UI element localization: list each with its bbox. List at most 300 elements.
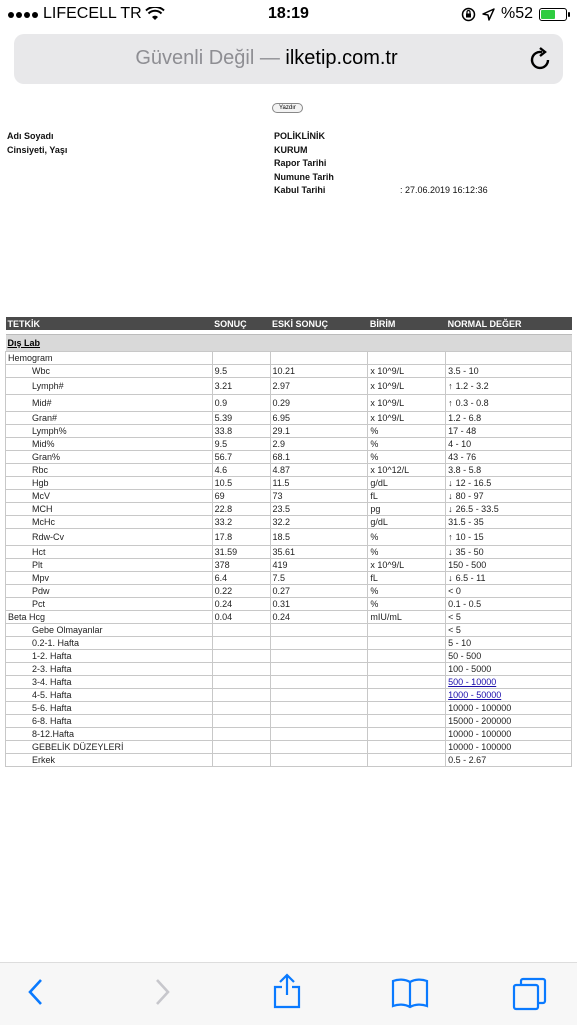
forward-icon[interactable] [152,977,172,1007]
cell-eski-sonuc [270,689,368,702]
cell-sonuc [212,702,270,715]
cell-sonuc [212,425,270,438]
cell-normal-deger-text: 31.5 - 35 [448,517,484,527]
cell-birim-text: fL [370,573,378,583]
cell-sonuc-text: 9.5 [214,439,228,449]
not-secure-label: Güvenli Değil [135,47,255,69]
cell-tetkik [6,585,213,598]
cell-sonuc [212,728,270,741]
cell-sonuc [212,516,270,529]
cell-sonuc-text: 10.5 [214,478,233,488]
table-row [6,546,572,559]
cell-eski-sonuc-text: 419 [272,560,288,570]
table-row [6,529,572,546]
cell-eski-sonuc [270,395,368,412]
cell-birim-text: % [370,452,379,462]
cell-tetkik [6,624,213,637]
cell-birim-text: % [370,547,379,557]
table-row [6,412,572,425]
status-bar [0,0,577,28]
cell-birim-text: x 10^9/L [370,381,405,391]
cell-tetkik [6,663,213,676]
cell-sonuc [212,676,270,689]
table-row [6,715,572,728]
cell-sonuc-text: 3.21 [214,381,233,391]
arrow-up-icon: ↑ [448,532,453,542]
cell-normal-deger [446,477,572,490]
back-icon[interactable] [26,977,46,1007]
cell-birim-text: % [370,599,379,609]
cell-tetkik [6,650,213,663]
cell-birim [368,728,446,741]
cell-birim [368,529,446,546]
cell-tetkik [6,559,213,572]
cell-birim-text: x 10^9/L [370,366,405,376]
cell-sonuc [212,754,270,767]
cell-tetkik-text: Erkek [32,755,56,765]
cell-normal-deger [446,676,572,689]
cell-tetkik [6,412,213,425]
status-right [461,5,567,23]
table-row [6,464,572,477]
cell-normal-deger [446,490,572,503]
cell-eski-sonuc [270,412,368,425]
table-row [6,425,572,438]
cell-tetkik [6,754,213,767]
cell-birim [368,663,446,676]
cell-tetkik [6,637,213,650]
cell-tetkik-text: Lymph# [32,381,64,391]
cell-eski-sonuc-text: 0.24 [272,612,291,622]
cell-normal-deger-text: 10000 - 100000 [448,703,512,713]
cell-normal-deger-text: 4 - 10 [448,439,472,449]
table-row [6,754,572,767]
cell-birim [368,425,446,438]
cell-eski-sonuc [270,438,368,451]
cell-eski-sonuc [270,352,368,365]
cell-tetkik [6,464,213,477]
table-row [6,451,572,464]
table-row [6,663,572,676]
table-row [6,689,572,702]
cell-birim-text: x 10^12/L [370,465,410,475]
cell-normal-deger-text: 5 - 10 [448,638,472,648]
table-row [6,490,572,503]
cell-normal-deger [446,412,572,425]
cell-normal-deger-text: 10000 - 100000 [448,729,512,739]
cell-birim [368,637,446,650]
cell-tetkik-text: Mid# [32,398,52,408]
table-header [6,317,572,330]
cell-sonuc-text: 22.8 [214,504,233,514]
cell-normal-deger [446,741,572,754]
cell-birim [368,689,446,702]
cell-normal-deger-text: 100 - 5000 [448,664,492,674]
cell-sonuc [212,689,270,702]
cell-birim-text: % [370,439,379,449]
cell-sonuc-text: 33.2 [214,517,233,527]
bookmarks-icon[interactable] [391,977,429,1009]
cell-sonuc-text: 6.4 [214,573,228,583]
cell-sonuc [212,546,270,559]
cell-normal-deger [446,663,572,676]
cell-sonuc [212,464,270,477]
cell-normal-deger-text: 17 - 48 [448,426,477,436]
cell-birim [368,624,446,637]
cell-normal-deger-text: 35 - 50 [455,547,484,557]
cell-sonuc-text: 378 [214,560,230,570]
cell-sonuc [212,529,270,546]
table-row [6,559,572,572]
arrow-down-icon: ↓ [448,478,453,488]
header-eski-sonuc: ESKİ SONUÇ [270,317,368,330]
cell-tetkik-text: Plt [32,560,43,570]
cell-sonuc [212,611,270,624]
web-content [0,96,577,960]
cell-tetkik [6,365,213,378]
cell-tetkik-text: Wbc [32,366,50,376]
cell-sonuc-text: 31.59 [214,547,238,557]
cell-eski-sonuc-text: 10.21 [272,366,296,376]
cell-eski-sonuc-text: 68.1 [272,452,291,462]
cell-birim-text: pg [370,504,381,514]
header-birim: BİRİM [368,317,446,330]
section-link[interactable]: Dış Lab [7,338,41,348]
cell-tetkik [6,546,213,559]
cell-sonuc [212,650,270,663]
cell-birim-text: % [370,426,379,436]
cell-normal-deger-text: 26.5 - 33.5 [455,504,499,514]
cell-normal-deger [446,529,572,546]
cell-eski-sonuc-text: 0.31 [272,599,291,609]
cell-tetkik [6,451,213,464]
arrow-up-icon: ↑ [448,398,453,408]
header-normal-deger: NORMAL DEĞER [446,317,572,330]
url-text [14,47,519,70]
cell-sonuc [212,663,270,676]
cell-normal-deger [446,365,572,378]
clock: 18:19 [268,5,309,22]
cell-tetkik [6,702,213,715]
cell-birim [368,503,446,516]
cell-birim [368,559,446,572]
cell-birim [368,365,446,378]
numune-tarih-label: Numune Tarih [274,172,334,182]
arrow-down-icon: ↓ [448,547,453,557]
cell-eski-sonuc [270,451,368,464]
section-row [6,335,572,352]
url-separator: — [259,47,280,69]
cell-normal-deger [446,438,572,451]
cell-tetkik [6,598,213,611]
cell-normal-deger [446,559,572,572]
cell-sonuc-text: 56.7 [214,452,233,462]
cell-eski-sonuc [270,378,368,395]
cell-normal-deger-text: 3.5 - 10 [448,366,479,376]
cell-tetkik-text: McV [32,491,50,501]
cell-eski-sonuc [270,546,368,559]
cell-sonuc-text: 5.39 [214,413,233,423]
cell-sonuc [212,715,270,728]
table-row [6,637,572,650]
cell-normal-deger [446,650,572,663]
cell-eski-sonuc [270,464,368,477]
print-button[interactable]: Yazdır [272,103,303,113]
cell-tetkik [6,572,213,585]
cell-tetkik-text: Gran% [32,452,61,462]
arrow-down-icon: ↓ [448,491,453,501]
cell-eski-sonuc [270,425,368,438]
address-bar[interactable] [14,34,563,84]
cell-sonuc [212,412,270,425]
cell-eski-sonuc-text: 23.5 [272,504,291,514]
reload-icon[interactable] [529,46,553,72]
cell-tetkik-text: Mid% [32,439,55,449]
cell-eski-sonuc-text: 73 [272,491,283,501]
cell-tetkik-text: Pct [32,599,46,609]
cell-birim [368,741,446,754]
cell-eski-sonuc [270,490,368,503]
cell-eski-sonuc [270,728,368,741]
cell-normal-deger-text: 0.1 - 0.5 [448,599,482,609]
cell-normal-deger-text: 10000 - 100000 [448,742,512,752]
cell-normal-deger-text: 50 - 500 [448,651,482,661]
cell-birim [368,395,446,412]
header-tetkik: TETKİK [6,317,213,330]
cell-birim-text: g/dL [370,517,388,527]
cell-eski-sonuc [270,477,368,490]
cell-eski-sonuc [270,702,368,715]
cell-eski-sonuc [270,663,368,676]
table-row [6,650,572,663]
cell-tetkik-text: Pdw [32,586,50,596]
cell-birim [368,490,446,503]
table-row [6,352,572,365]
table-row [6,365,572,378]
cell-normal-deger [446,598,572,611]
cell-sonuc-text: 9.5 [214,366,228,376]
cell-normal-deger [446,689,572,702]
cell-tetkik-text: Hemogram [8,353,53,363]
cell-normal-deger-text: 12 - 16.5 [455,478,492,488]
cell-sonuc [212,477,270,490]
cell-birim [368,378,446,395]
cell-tetkik [6,395,213,412]
cell-birim [368,516,446,529]
cell-normal-deger-text: 6.5 - 11 [455,573,486,583]
cell-birim [368,676,446,689]
cell-birim [368,572,446,585]
cell-normal-deger [446,516,572,529]
cell-normal-deger [446,611,572,624]
table-row [6,477,572,490]
cell-normal-deger [446,702,572,715]
cell-birim [368,451,446,464]
cell-birim [368,754,446,767]
cell-normal-deger-text: < 0 [448,586,461,596]
cell-tetkik [6,503,213,516]
cell-birim [368,715,446,728]
table-row [6,395,572,412]
patient-name-label: Adı Soyadı [7,131,54,141]
cell-normal-deger [446,546,572,559]
cell-sonuc [212,503,270,516]
cell-eski-sonuc [270,585,368,598]
share-icon[interactable] [272,973,302,1009]
cell-tetkik [6,611,213,624]
cell-tetkik-text: GEBELİK DÜZEYLERİ [32,742,124,752]
cell-normal-deger-text: 1.2 - 6.8 [448,413,482,423]
cell-normal-deger [446,715,572,728]
cell-normal-deger [446,503,572,516]
cell-tetkik-text: 2-3. Hafta [32,664,72,674]
cell-tetkik [6,438,213,451]
cell-eski-sonuc-text: 35.61 [272,547,296,557]
cell-tetkik-text: 5-6. Hafta [32,703,72,713]
table-row [6,598,572,611]
cell-eski-sonuc-text: 18.5 [272,532,291,542]
battery-percent: %52 [500,5,533,22]
cell-eski-sonuc-text: 32.2 [272,517,291,527]
cell-tetkik-text: Gran# [32,413,58,423]
cell-normal-deger [446,624,572,637]
cell-eski-sonuc [270,559,368,572]
cell-eski-sonuc-text: 11.5 [272,478,290,488]
cell-eski-sonuc-text: 6.95 [272,413,291,423]
cell-tetkik [6,352,213,365]
cell-tetkik-text: Rdw-Cv [32,532,65,542]
arrow-down-icon: ↓ [448,573,453,583]
cell-tetkik-text: MCH [32,504,53,514]
cell-normal-deger [446,451,572,464]
cell-sonuc [212,741,270,754]
location-icon [482,8,495,21]
cell-birim-text: g/dL [370,478,388,488]
cell-tetkik [6,516,213,529]
cell-sonuc-text: 69 [214,491,225,501]
cell-tetkik [6,425,213,438]
arrow-down-icon: ↓ [448,504,453,514]
cell-birim-text: x 10^9/L [370,413,405,423]
table-row [6,503,572,516]
cell-normal-deger-text[interactable]: 1000 - 50000 [448,690,502,700]
cell-normal-deger-text: 0.3 - 0.8 [455,398,489,408]
cell-birim [368,477,446,490]
kabul-tarihi-label: Kabul Tarihi [274,185,326,195]
cell-eski-sonuc [270,741,368,754]
cell-eski-sonuc [270,650,368,663]
cell-sonuc [212,438,270,451]
cell-tetkik-text: Rbc [32,465,49,475]
cell-birim [368,412,446,425]
cell-tetkik-text: Hct [32,547,46,557]
carrier-name: LIFECELL TR [43,5,142,22]
cell-normal-deger [446,464,572,477]
table-row [6,728,572,741]
cell-birim [368,352,446,365]
domain-label: ilketip.com.tr [285,47,398,69]
cell-sonuc [212,352,270,365]
tabs-icon[interactable] [512,977,548,1011]
cell-eski-sonuc [270,365,368,378]
cell-eski-sonuc [270,611,368,624]
cell-birim [368,438,446,451]
cell-normal-deger-text: 10 - 15 [455,532,484,542]
table-row [6,585,572,598]
cell-sonuc [212,378,270,395]
table-row [6,572,572,585]
cell-eski-sonuc-text: 2.97 [272,381,291,391]
cell-normal-deger [446,728,572,741]
cell-sonuc-text: 0.22 [214,586,233,596]
cell-tetkik [6,689,213,702]
table-row [6,741,572,754]
cell-sonuc [212,598,270,611]
cell-eski-sonuc [270,637,368,650]
cell-eski-sonuc-text: 2.9 [272,439,286,449]
cell-eski-sonuc [270,676,368,689]
cell-birim [368,650,446,663]
table-row [6,611,572,624]
cell-sonuc-text: 33.8 [214,426,233,436]
cell-sonuc [212,585,270,598]
poliklinik-label: POLİKLİNİK [274,131,325,141]
cell-normal-deger-text: 0.5 - 2.67 [448,755,487,765]
results-table [5,317,572,767]
cell-sonuc [212,559,270,572]
cell-normal-deger-text: 1.2 - 3.2 [455,381,489,391]
cell-sonuc [212,637,270,650]
cell-sonuc-text: 17.8 [214,532,233,542]
cell-sonuc [212,572,270,585]
header-sonuc: SONUÇ [212,317,270,330]
table-row [6,676,572,689]
kurum-label: KURUM [274,145,308,155]
cell-eski-sonuc-text: 0.29 [272,398,291,408]
cell-normal-deger-text[interactable]: 500 - 10000 [448,677,497,687]
cell-normal-deger-text: 43 - 76 [448,452,477,462]
cell-sonuc [212,490,270,503]
cell-tetkik-text: 8-12.Hafta [32,729,75,739]
cell-birim-text: mIU/mL [370,612,402,622]
cell-normal-deger [446,585,572,598]
cell-birim-text: x 10^9/L [370,560,405,570]
cell-birim [368,546,446,559]
rapor-tarihi-label: Rapor Tarihi [274,158,327,168]
cell-normal-deger-text: < 5 [448,612,461,622]
cell-normal-deger-text: 150 - 500 [448,560,487,570]
cell-eski-sonuc-text: 0.27 [272,586,291,596]
cell-sonuc-text: 4.6 [214,465,228,475]
rotation-lock-icon [461,7,476,22]
cell-eski-sonuc [270,516,368,529]
cell-birim [368,585,446,598]
cell-normal-deger [446,395,572,412]
cell-tetkik-text: 0.2-1. Hafta [32,638,80,648]
cell-normal-deger [446,754,572,767]
gender-age-label: Cinsiyeti, Yaşı [7,145,68,155]
cell-birim-text: % [370,532,379,542]
table-row [6,624,572,637]
cell-normal-deger [446,572,572,585]
cell-tetkik [6,378,213,395]
cell-normal-deger-text: 3.8 - 5.8 [448,465,482,475]
cell-sonuc [212,365,270,378]
cell-birim [368,464,446,477]
cell-sonuc-text: 0.9 [214,398,228,408]
bottom-toolbar [0,962,577,1025]
cell-tetkik [6,490,213,503]
